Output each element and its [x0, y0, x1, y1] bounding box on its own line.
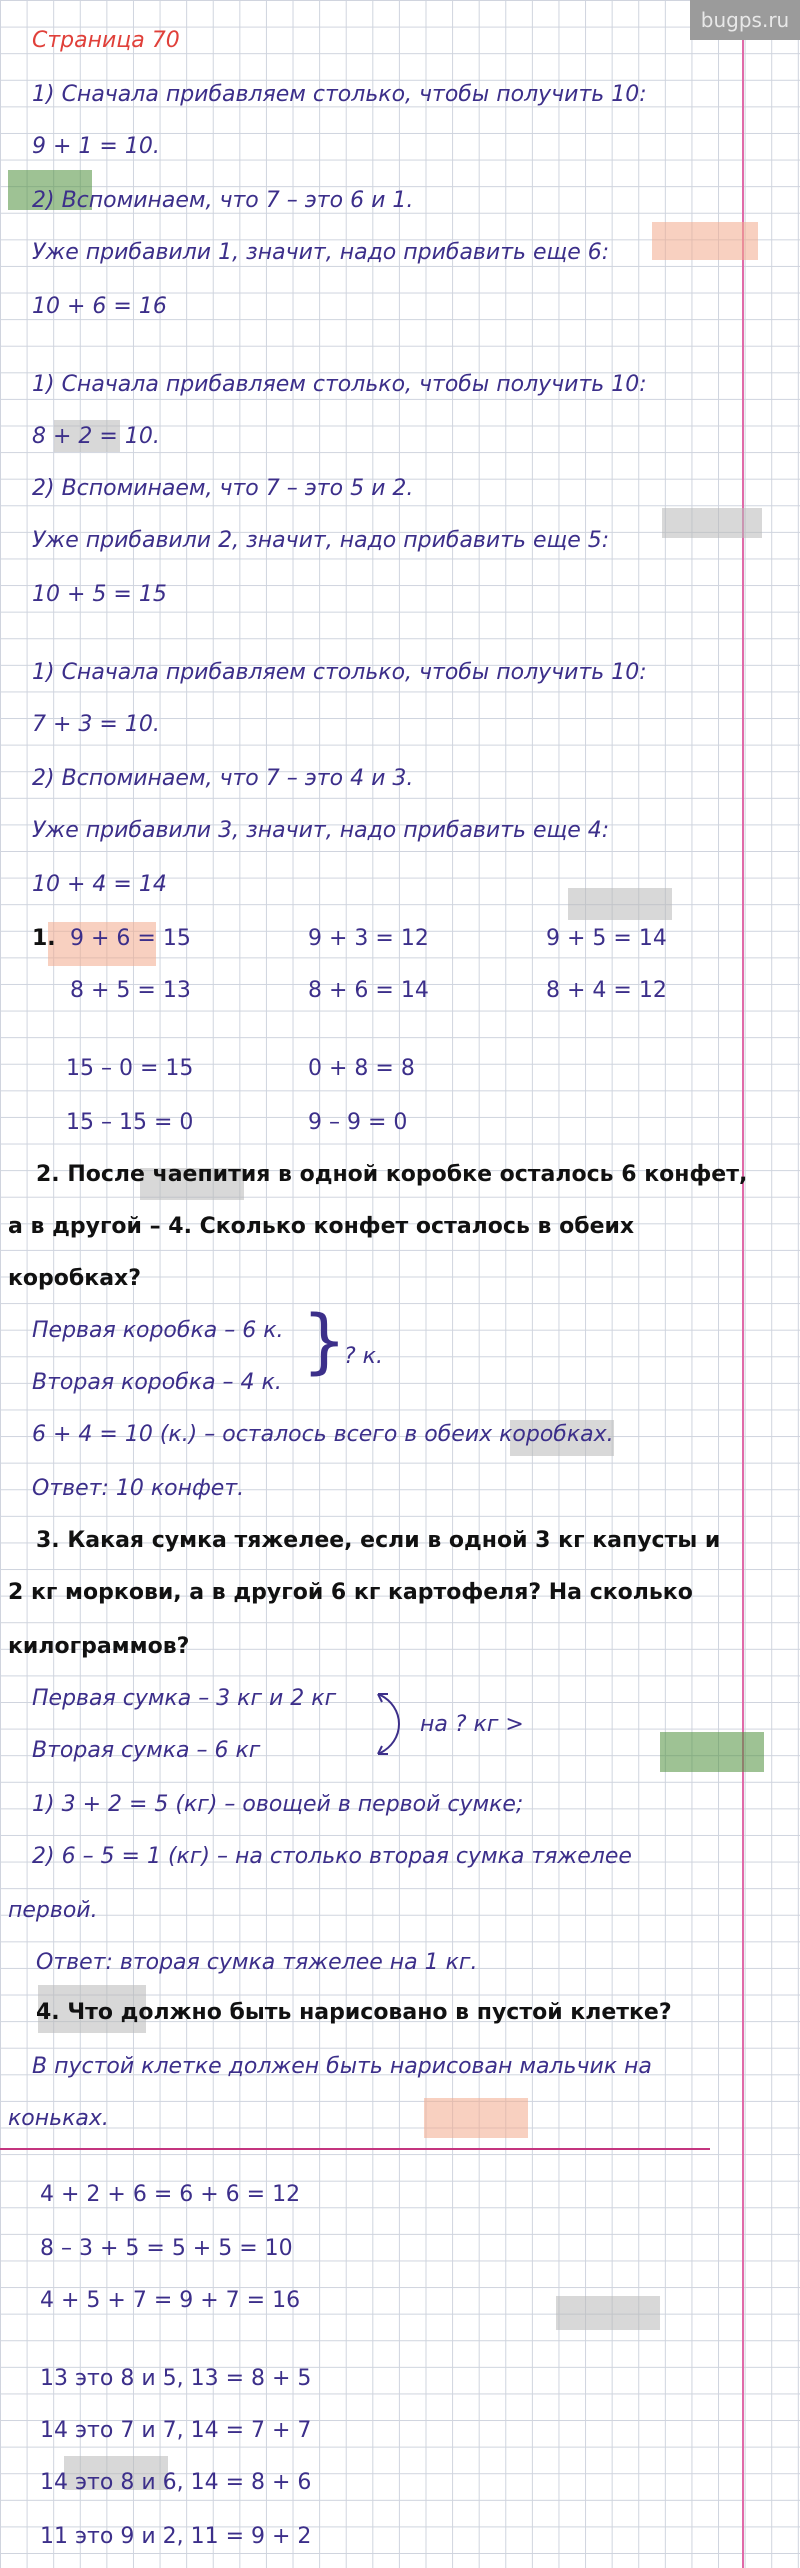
highlight: [568, 888, 672, 920]
highlight: [660, 1732, 764, 1772]
compare-arrow-icon: [370, 1688, 410, 1760]
text-line: 8 + 2 = 10.: [32, 424, 160, 449]
task-number: 1.: [32, 926, 56, 951]
condition-line: Первая коробка – 6 к.: [32, 1318, 284, 1343]
text-line: 1) Сначала прибавляем столько, чтобы получить 10:: [32, 660, 647, 685]
condition-line: Первая сумка – 3 кг и 2 кг: [32, 1686, 337, 1711]
task-text: 2. После чаепития в одной коробке осталось 6 конфет,: [36, 1162, 748, 1187]
text-line: Уже прибавили 2, значит, надо прибавить еще 5:: [32, 528, 610, 553]
equation: 11 это 9 и 2, 11 = 9 + 2: [40, 2524, 312, 2549]
equation: 0 + 8 = 8: [308, 1056, 415, 1081]
task-text: 2 кг моркови, а в другой 6 кг картофеля? На сколько: [8, 1580, 693, 1605]
text-line: 10 + 5 = 15: [32, 582, 167, 607]
text-line: 2) Вспоминаем, что 7 – это 4 и 3.: [32, 766, 414, 791]
equation: 9 + 6 = 15: [70, 926, 191, 951]
text-line: Уже прибавили 3, значит, надо прибавить еще 4:: [32, 818, 610, 843]
condition-line: Вторая сумка – 6 кг: [32, 1738, 261, 1763]
solution-line: 6 + 4 = 10 (к.) – осталось всего в обеих коробках.: [32, 1422, 614, 1447]
equation: 13 это 8 и 5, 13 = 8 + 5: [40, 2366, 312, 2391]
text-line: 9 + 1 = 10.: [32, 134, 160, 159]
solution-line: 1) 3 + 2 = 5 (кг) – овощей в первой сумке;: [32, 1792, 524, 1817]
equation: 15 – 15 = 0: [66, 1110, 194, 1135]
equation: 4 + 2 + 6 = 6 + 6 = 12: [40, 2182, 301, 2207]
answer-line: Ответ: 10 конфет.: [32, 1476, 245, 1501]
answer-line: В пустой клетке должен быть нарисован мальчик на: [32, 2054, 652, 2079]
highlight: [424, 2098, 528, 2138]
text-line: 7 + 3 = 10.: [32, 712, 160, 737]
task-text: 3. Какая сумка тяжелее, если в одной 3 кг капусты и: [36, 1528, 721, 1553]
text-line: Уже прибавили 1, значит, надо прибавить еще 6:: [32, 240, 610, 265]
condition-line: Вторая коробка – 4 к.: [32, 1370, 282, 1395]
text-line: 10 + 4 = 14: [32, 872, 167, 897]
equation: 8 + 4 = 12: [546, 978, 667, 1003]
answer-line: Ответ: вторая сумка тяжелее на 1 кг.: [36, 1950, 478, 1975]
equation: 9 + 5 = 14: [546, 926, 667, 951]
equation: 9 + 3 = 12: [308, 926, 429, 951]
task-text: килограммов?: [8, 1634, 190, 1659]
task-text: а в другой – 4. Сколько конфет осталось в обеих: [8, 1214, 635, 1239]
highlight: [662, 508, 762, 538]
equation: 8 + 6 = 14: [308, 978, 429, 1003]
text-line: 1) Сначала прибавляем столько, чтобы получить 10:: [32, 372, 647, 397]
watermark: bugps.ru: [690, 0, 800, 40]
task-text: 4. Что должно быть нарисовано в пустой клетке?: [36, 2000, 672, 2025]
equation: 8 + 5 = 13: [70, 978, 191, 1003]
equation: 15 – 0 = 15: [66, 1056, 194, 1081]
margin-line: [742, 0, 744, 2568]
equation: 14 это 8 и 6, 14 = 8 + 6: [40, 2470, 312, 2495]
page-title: Страница 70: [32, 28, 180, 53]
text-line: 1) Сначала прибавляем столько, чтобы получить 10:: [32, 82, 647, 107]
solution-line: первой.: [8, 1898, 98, 1923]
question-mark: ? к.: [344, 1344, 383, 1369]
equation: 8 – 3 + 5 = 5 + 5 = 10: [40, 2236, 293, 2261]
equation: 4 + 5 + 7 = 9 + 7 = 16: [40, 2288, 301, 2313]
answer-line: коньках.: [8, 2106, 109, 2131]
task-text: коробках?: [8, 1266, 141, 1291]
question-mark: на ? кг >: [420, 1712, 524, 1737]
equation: 9 – 9 = 0: [308, 1110, 408, 1135]
brace-icon: }: [302, 1300, 347, 1382]
solution-line: 2) 6 – 5 = 1 (кг) – на столько вторая сумка тяжелее: [32, 1844, 632, 1869]
highlight: [652, 222, 758, 260]
text-line: 2) Вспоминаем, что 7 – это 6 и 1.: [32, 188, 414, 213]
text-line: 10 + 6 = 16: [32, 294, 167, 319]
divider: [0, 2148, 710, 2150]
text-line: 2) Вспоминаем, что 7 – это 5 и 2.: [32, 476, 414, 501]
highlight: [556, 2296, 660, 2330]
equation: 14 это 7 и 7, 14 = 7 + 7: [40, 2418, 312, 2443]
